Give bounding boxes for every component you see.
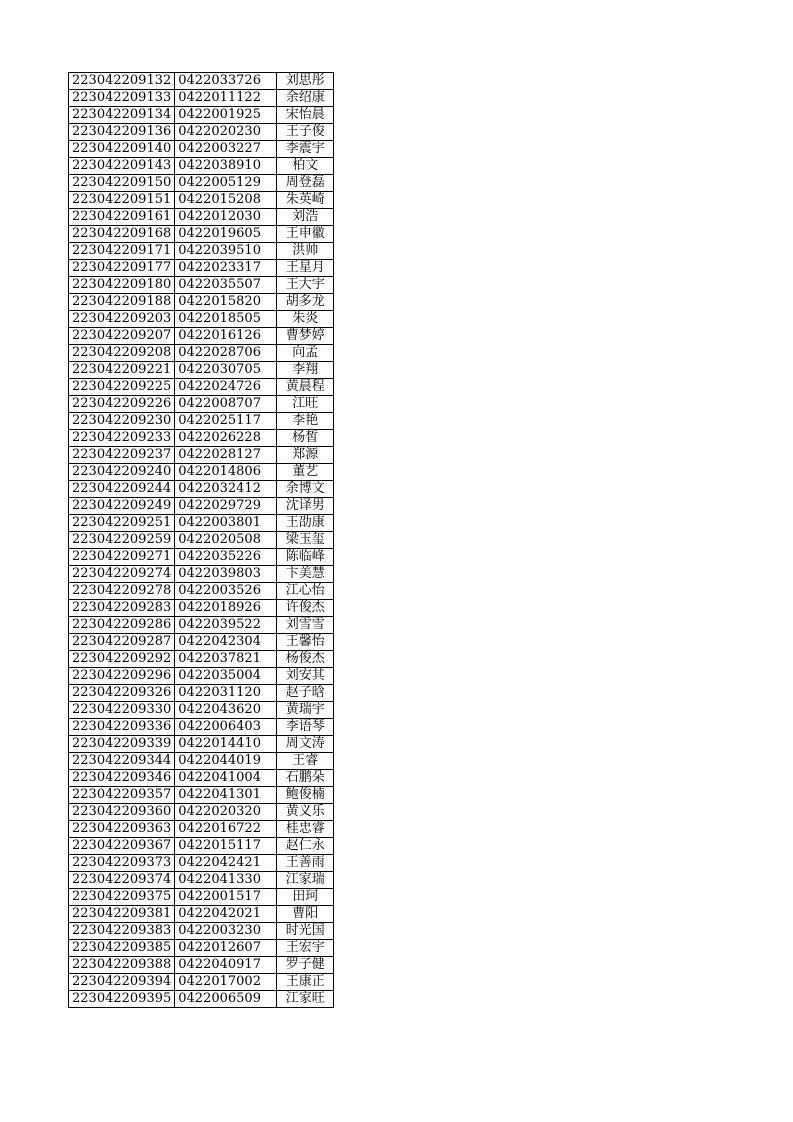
student-id-cell: 223042209150 bbox=[69, 175, 175, 192]
exam-number-cell: 0422038910 bbox=[175, 158, 277, 175]
exam-number-cell: 0422003227 bbox=[175, 141, 277, 158]
student-name-cell: 李艳 bbox=[277, 413, 334, 430]
student-id-cell: 223042209278 bbox=[69, 583, 175, 600]
student-id-cell: 223042209203 bbox=[69, 311, 175, 328]
table-row bbox=[69, 787, 334, 804]
student-id-cell: 223042209367 bbox=[69, 838, 175, 855]
exam-number-cell: 0422016126 bbox=[175, 328, 277, 345]
exam-number-cell: 0422014410 bbox=[175, 736, 277, 753]
exam-number-cell: 0422023317 bbox=[175, 260, 277, 277]
exam-number-cell: 0422025117 bbox=[175, 413, 277, 430]
student-name-cell: 曹梦婷 bbox=[277, 328, 334, 345]
student-name-cell: 王馨怡 bbox=[277, 634, 334, 651]
exam-number-cell: 0422001517 bbox=[175, 889, 277, 906]
student-id-cell: 223042209360 bbox=[69, 804, 175, 821]
student-name-cell: 周登磊 bbox=[277, 175, 334, 192]
exam-number-cell: 0422031120 bbox=[175, 685, 277, 702]
table-row bbox=[69, 294, 334, 311]
student-name-cell: 江旺 bbox=[277, 396, 334, 413]
student-roster-table bbox=[68, 72, 334, 1008]
student-id-cell: 223042209363 bbox=[69, 821, 175, 838]
student-id-cell: 223042209374 bbox=[69, 872, 175, 889]
student-id-cell: 223042209346 bbox=[69, 770, 175, 787]
student-name-cell: 石鹏朵 bbox=[277, 770, 334, 787]
table-row bbox=[69, 226, 334, 243]
table-row bbox=[69, 209, 334, 226]
student-id-cell: 223042209230 bbox=[69, 413, 175, 430]
table-row bbox=[69, 923, 334, 940]
table-row bbox=[69, 566, 334, 583]
table-row bbox=[69, 685, 334, 702]
student-id-cell: 223042209336 bbox=[69, 719, 175, 736]
student-name-cell: 柏文 bbox=[277, 158, 334, 175]
student-id-cell: 223042209283 bbox=[69, 600, 175, 617]
student-id-cell: 223042209385 bbox=[69, 940, 175, 957]
student-id-cell: 223042209168 bbox=[69, 226, 175, 243]
student-name-cell: 沈译男 bbox=[277, 498, 334, 515]
table-row bbox=[69, 906, 334, 923]
table-row bbox=[69, 158, 334, 175]
exam-number-cell: 0422040917 bbox=[175, 957, 277, 974]
student-name-cell: 曹阳 bbox=[277, 906, 334, 923]
student-id-cell: 223042209225 bbox=[69, 379, 175, 396]
exam-number-cell: 0422032412 bbox=[175, 481, 277, 498]
student-name-cell: 董艺 bbox=[277, 464, 334, 481]
exam-number-cell: 0422015208 bbox=[175, 192, 277, 209]
exam-number-cell: 0422006509 bbox=[175, 991, 277, 1008]
table-row bbox=[69, 498, 334, 515]
exam-number-cell: 0422035004 bbox=[175, 668, 277, 685]
table-row bbox=[69, 141, 334, 158]
table-row bbox=[69, 90, 334, 107]
exam-number-cell: 0422041004 bbox=[175, 770, 277, 787]
table-row bbox=[69, 736, 334, 753]
student-id-cell: 223042209140 bbox=[69, 141, 175, 158]
table-row bbox=[69, 396, 334, 413]
student-id-cell: 223042209133 bbox=[69, 90, 175, 107]
student-name-cell: 时光国 bbox=[277, 923, 334, 940]
student-name-cell: 田珂 bbox=[277, 889, 334, 906]
student-name-cell: 余博文 bbox=[277, 481, 334, 498]
student-id-cell: 223042209188 bbox=[69, 294, 175, 311]
student-name-cell: 黄义乐 bbox=[277, 804, 334, 821]
table-row bbox=[69, 804, 334, 821]
student-name-cell: 王子俊 bbox=[277, 124, 334, 141]
exam-number-cell: 0422039510 bbox=[175, 243, 277, 260]
table-row bbox=[69, 838, 334, 855]
student-name-cell: 王宏宇 bbox=[277, 940, 334, 957]
student-id-cell: 223042209161 bbox=[69, 209, 175, 226]
exam-number-cell: 0422041301 bbox=[175, 787, 277, 804]
student-id-cell: 223042209221 bbox=[69, 362, 175, 379]
student-id-cell: 223042209259 bbox=[69, 532, 175, 549]
table-row bbox=[69, 447, 334, 464]
student-id-cell: 223042209171 bbox=[69, 243, 175, 260]
exam-number-cell: 0422041330 bbox=[175, 872, 277, 889]
table-row bbox=[69, 753, 334, 770]
student-id-cell: 223042209134 bbox=[69, 107, 175, 124]
student-name-cell: 胡多龙 bbox=[277, 294, 334, 311]
exam-number-cell: 0422018505 bbox=[175, 311, 277, 328]
exam-number-cell: 0422035507 bbox=[175, 277, 277, 294]
exam-number-cell: 0422001925 bbox=[175, 107, 277, 124]
student-name-cell: 李震宇 bbox=[277, 141, 334, 158]
student-name-cell: 黄瑞宇 bbox=[277, 702, 334, 719]
table-row bbox=[69, 345, 334, 362]
student-name-cell: 郑源 bbox=[277, 447, 334, 464]
student-id-cell: 223042209383 bbox=[69, 923, 175, 940]
table-row bbox=[69, 872, 334, 889]
student-id-cell: 223042209330 bbox=[69, 702, 175, 719]
student-name-cell: 王大宇 bbox=[277, 277, 334, 294]
table-row bbox=[69, 413, 334, 430]
student-id-cell: 223042209207 bbox=[69, 328, 175, 345]
student-name-cell: 卞美慧 bbox=[277, 566, 334, 583]
table-row bbox=[69, 634, 334, 651]
student-name-cell: 桂忠睿 bbox=[277, 821, 334, 838]
student-name-cell: 许俊杰 bbox=[277, 600, 334, 617]
student-id-cell: 223042209180 bbox=[69, 277, 175, 294]
student-name-cell: 刘雪雪 bbox=[277, 617, 334, 634]
student-name-cell: 李语琴 bbox=[277, 719, 334, 736]
exam-number-cell: 0422044019 bbox=[175, 753, 277, 770]
student-id-cell: 223042209388 bbox=[69, 957, 175, 974]
student-id-cell: 223042209274 bbox=[69, 566, 175, 583]
exam-number-cell: 0422003526 bbox=[175, 583, 277, 600]
exam-number-cell: 0422028127 bbox=[175, 447, 277, 464]
table-row bbox=[69, 991, 334, 1008]
exam-number-cell: 0422005129 bbox=[175, 175, 277, 192]
exam-number-cell: 0422020320 bbox=[175, 804, 277, 821]
table-row bbox=[69, 73, 334, 90]
table-row bbox=[69, 940, 334, 957]
student-id-cell: 223042209394 bbox=[69, 974, 175, 991]
student-name-cell: 赵仁永 bbox=[277, 838, 334, 855]
student-name-cell: 赵子晗 bbox=[277, 685, 334, 702]
student-id-cell: 223042209240 bbox=[69, 464, 175, 481]
table-row bbox=[69, 311, 334, 328]
student-id-cell: 223042209373 bbox=[69, 855, 175, 872]
exam-number-cell: 0422026228 bbox=[175, 430, 277, 447]
table-row bbox=[69, 328, 334, 345]
exam-number-cell: 0422014806 bbox=[175, 464, 277, 481]
table-row bbox=[69, 243, 334, 260]
exam-number-cell: 0422020508 bbox=[175, 532, 277, 549]
table-row bbox=[69, 600, 334, 617]
student-name-cell: 宋怡晨 bbox=[277, 107, 334, 124]
exam-number-cell: 0422012030 bbox=[175, 209, 277, 226]
table-row bbox=[69, 430, 334, 447]
table-row bbox=[69, 379, 334, 396]
student-name-cell: 王睿 bbox=[277, 753, 334, 770]
student-name-cell: 江心怡 bbox=[277, 583, 334, 600]
exam-number-cell: 0422030705 bbox=[175, 362, 277, 379]
roster-table-body bbox=[69, 73, 334, 1008]
student-id-cell: 223042209326 bbox=[69, 685, 175, 702]
student-id-cell: 223042209208 bbox=[69, 345, 175, 362]
student-id-cell: 223042209132 bbox=[69, 73, 175, 90]
table-row bbox=[69, 515, 334, 532]
table-row bbox=[69, 583, 334, 600]
table-row bbox=[69, 651, 334, 668]
student-id-cell: 223042209136 bbox=[69, 124, 175, 141]
student-id-cell: 223042209395 bbox=[69, 991, 175, 1008]
table-row bbox=[69, 277, 334, 294]
table-row bbox=[69, 719, 334, 736]
student-name-cell: 王申徽 bbox=[277, 226, 334, 243]
exam-number-cell: 0422042021 bbox=[175, 906, 277, 923]
exam-number-cell: 0422012607 bbox=[175, 940, 277, 957]
student-name-cell: 江家瑞 bbox=[277, 872, 334, 889]
student-name-cell: 李翔 bbox=[277, 362, 334, 379]
exam-number-cell: 0422042304 bbox=[175, 634, 277, 651]
student-id-cell: 223042209292 bbox=[69, 651, 175, 668]
student-name-cell: 周文涛 bbox=[277, 736, 334, 753]
student-name-cell: 鲍俊楠 bbox=[277, 787, 334, 804]
table-row bbox=[69, 974, 334, 991]
student-name-cell: 黄晨程 bbox=[277, 379, 334, 396]
exam-number-cell: 0422024726 bbox=[175, 379, 277, 396]
student-name-cell: 罗子健 bbox=[277, 957, 334, 974]
exam-number-cell: 0422035226 bbox=[175, 549, 277, 566]
exam-number-cell: 0422043620 bbox=[175, 702, 277, 719]
student-id-cell: 223042209244 bbox=[69, 481, 175, 498]
exam-number-cell: 0422028706 bbox=[175, 345, 277, 362]
table-row bbox=[69, 362, 334, 379]
exam-number-cell: 0422008707 bbox=[175, 396, 277, 413]
exam-number-cell: 0422011122 bbox=[175, 90, 277, 107]
table-row bbox=[69, 770, 334, 787]
student-id-cell: 223042209287 bbox=[69, 634, 175, 651]
student-id-cell: 223042209177 bbox=[69, 260, 175, 277]
table-row bbox=[69, 821, 334, 838]
student-id-cell: 223042209226 bbox=[69, 396, 175, 413]
table-row bbox=[69, 464, 334, 481]
student-name-cell: 刘安其 bbox=[277, 668, 334, 685]
exam-number-cell: 0422017002 bbox=[175, 974, 277, 991]
table-row bbox=[69, 481, 334, 498]
student-name-cell: 杨皙 bbox=[277, 430, 334, 447]
student-id-cell: 223042209339 bbox=[69, 736, 175, 753]
exam-number-cell: 0422003230 bbox=[175, 923, 277, 940]
exam-number-cell: 0422033726 bbox=[175, 73, 277, 90]
exam-number-cell: 0422020230 bbox=[175, 124, 277, 141]
student-name-cell: 王星月 bbox=[277, 260, 334, 277]
student-id-cell: 223042209381 bbox=[69, 906, 175, 923]
table-row bbox=[69, 617, 334, 634]
student-name-cell: 向孟 bbox=[277, 345, 334, 362]
exam-number-cell: 0422018926 bbox=[175, 600, 277, 617]
student-name-cell: 王康正 bbox=[277, 974, 334, 991]
student-id-cell: 223042209344 bbox=[69, 753, 175, 770]
student-name-cell: 梁玉玺 bbox=[277, 532, 334, 549]
table-row bbox=[69, 855, 334, 872]
student-id-cell: 223042209357 bbox=[69, 787, 175, 804]
student-name-cell: 陈临峰 bbox=[277, 549, 334, 566]
student-id-cell: 223042209271 bbox=[69, 549, 175, 566]
student-id-cell: 223042209233 bbox=[69, 430, 175, 447]
table-row bbox=[69, 532, 334, 549]
student-name-cell: 洪帅 bbox=[277, 243, 334, 260]
table-row bbox=[69, 957, 334, 974]
student-name-cell: 刘思彤 bbox=[277, 73, 334, 90]
table-row bbox=[69, 668, 334, 685]
table-row bbox=[69, 192, 334, 209]
table-row bbox=[69, 702, 334, 719]
exam-number-cell: 0422019605 bbox=[175, 226, 277, 243]
table-row bbox=[69, 124, 334, 141]
table-row bbox=[69, 889, 334, 906]
exam-number-cell: 0422015117 bbox=[175, 838, 277, 855]
table-row bbox=[69, 549, 334, 566]
exam-number-cell: 0422037821 bbox=[175, 651, 277, 668]
exam-number-cell: 0422029729 bbox=[175, 498, 277, 515]
student-id-cell: 223042209249 bbox=[69, 498, 175, 515]
exam-number-cell: 0422042421 bbox=[175, 855, 277, 872]
exam-number-cell: 0422015820 bbox=[175, 294, 277, 311]
student-name-cell: 余绍康 bbox=[277, 90, 334, 107]
table-row bbox=[69, 260, 334, 277]
student-id-cell: 223042209237 bbox=[69, 447, 175, 464]
student-name-cell: 王善雨 bbox=[277, 855, 334, 872]
table-row bbox=[69, 175, 334, 192]
student-id-cell: 223042209296 bbox=[69, 668, 175, 685]
student-id-cell: 223042209251 bbox=[69, 515, 175, 532]
student-name-cell: 王劭康 bbox=[277, 515, 334, 532]
student-id-cell: 223042209151 bbox=[69, 192, 175, 209]
student-name-cell: 江家旺 bbox=[277, 991, 334, 1008]
table-row bbox=[69, 107, 334, 124]
exam-number-cell: 0422006403 bbox=[175, 719, 277, 736]
student-name-cell: 杨俊杰 bbox=[277, 651, 334, 668]
student-name-cell: 朱英崎 bbox=[277, 192, 334, 209]
student-name-cell: 朱炎 bbox=[277, 311, 334, 328]
student-id-cell: 223042209375 bbox=[69, 889, 175, 906]
exam-number-cell: 0422016722 bbox=[175, 821, 277, 838]
exam-number-cell: 0422003801 bbox=[175, 515, 277, 532]
exam-number-cell: 0422039803 bbox=[175, 566, 277, 583]
student-name-cell: 刘浩 bbox=[277, 209, 334, 226]
exam-number-cell: 0422039522 bbox=[175, 617, 277, 634]
student-id-cell: 223042209143 bbox=[69, 158, 175, 175]
student-id-cell: 223042209286 bbox=[69, 617, 175, 634]
